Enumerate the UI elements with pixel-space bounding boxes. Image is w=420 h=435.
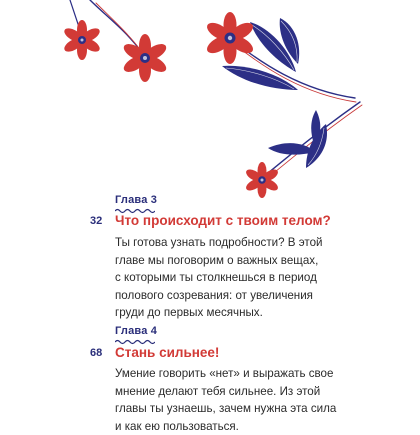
chapter-description bbox=[115, 365, 330, 435]
body-line: мнение делают тебя сильнее. Из этой bbox=[115, 383, 330, 401]
body-line: с которыми ты столкнешься в период bbox=[115, 269, 330, 287]
body-line: Ты готова узнать подробности? В этой bbox=[115, 234, 330, 252]
chapter-label: Глава 4 bbox=[115, 325, 157, 337]
body-line: главы ты узнаешь, зачем нужна эта сила bbox=[115, 400, 330, 418]
red-flower bbox=[121, 34, 169, 82]
chapter-label: Глава 3 bbox=[115, 194, 157, 206]
body-line: и как ею пользоваться. bbox=[115, 418, 330, 435]
floral-illustration bbox=[0, 0, 420, 200]
body-line: Умение говорить «нет» и выражать свое bbox=[115, 365, 330, 383]
body-line: груди до первых месячных. bbox=[115, 304, 330, 322]
red-flower bbox=[204, 12, 256, 64]
body-line: полового созревания: от увеличения bbox=[115, 287, 330, 305]
chapter-title: Что происходит с твоим телом? bbox=[115, 213, 331, 228]
red-flower bbox=[62, 20, 102, 60]
chapter-description bbox=[115, 234, 330, 322]
page-number: 32 bbox=[90, 215, 102, 227]
body-line: главе мы поговорим о важных вещах, bbox=[115, 252, 330, 270]
chapter-title: Стань сильнее! bbox=[115, 345, 219, 360]
page-number: 68 bbox=[90, 347, 102, 359]
